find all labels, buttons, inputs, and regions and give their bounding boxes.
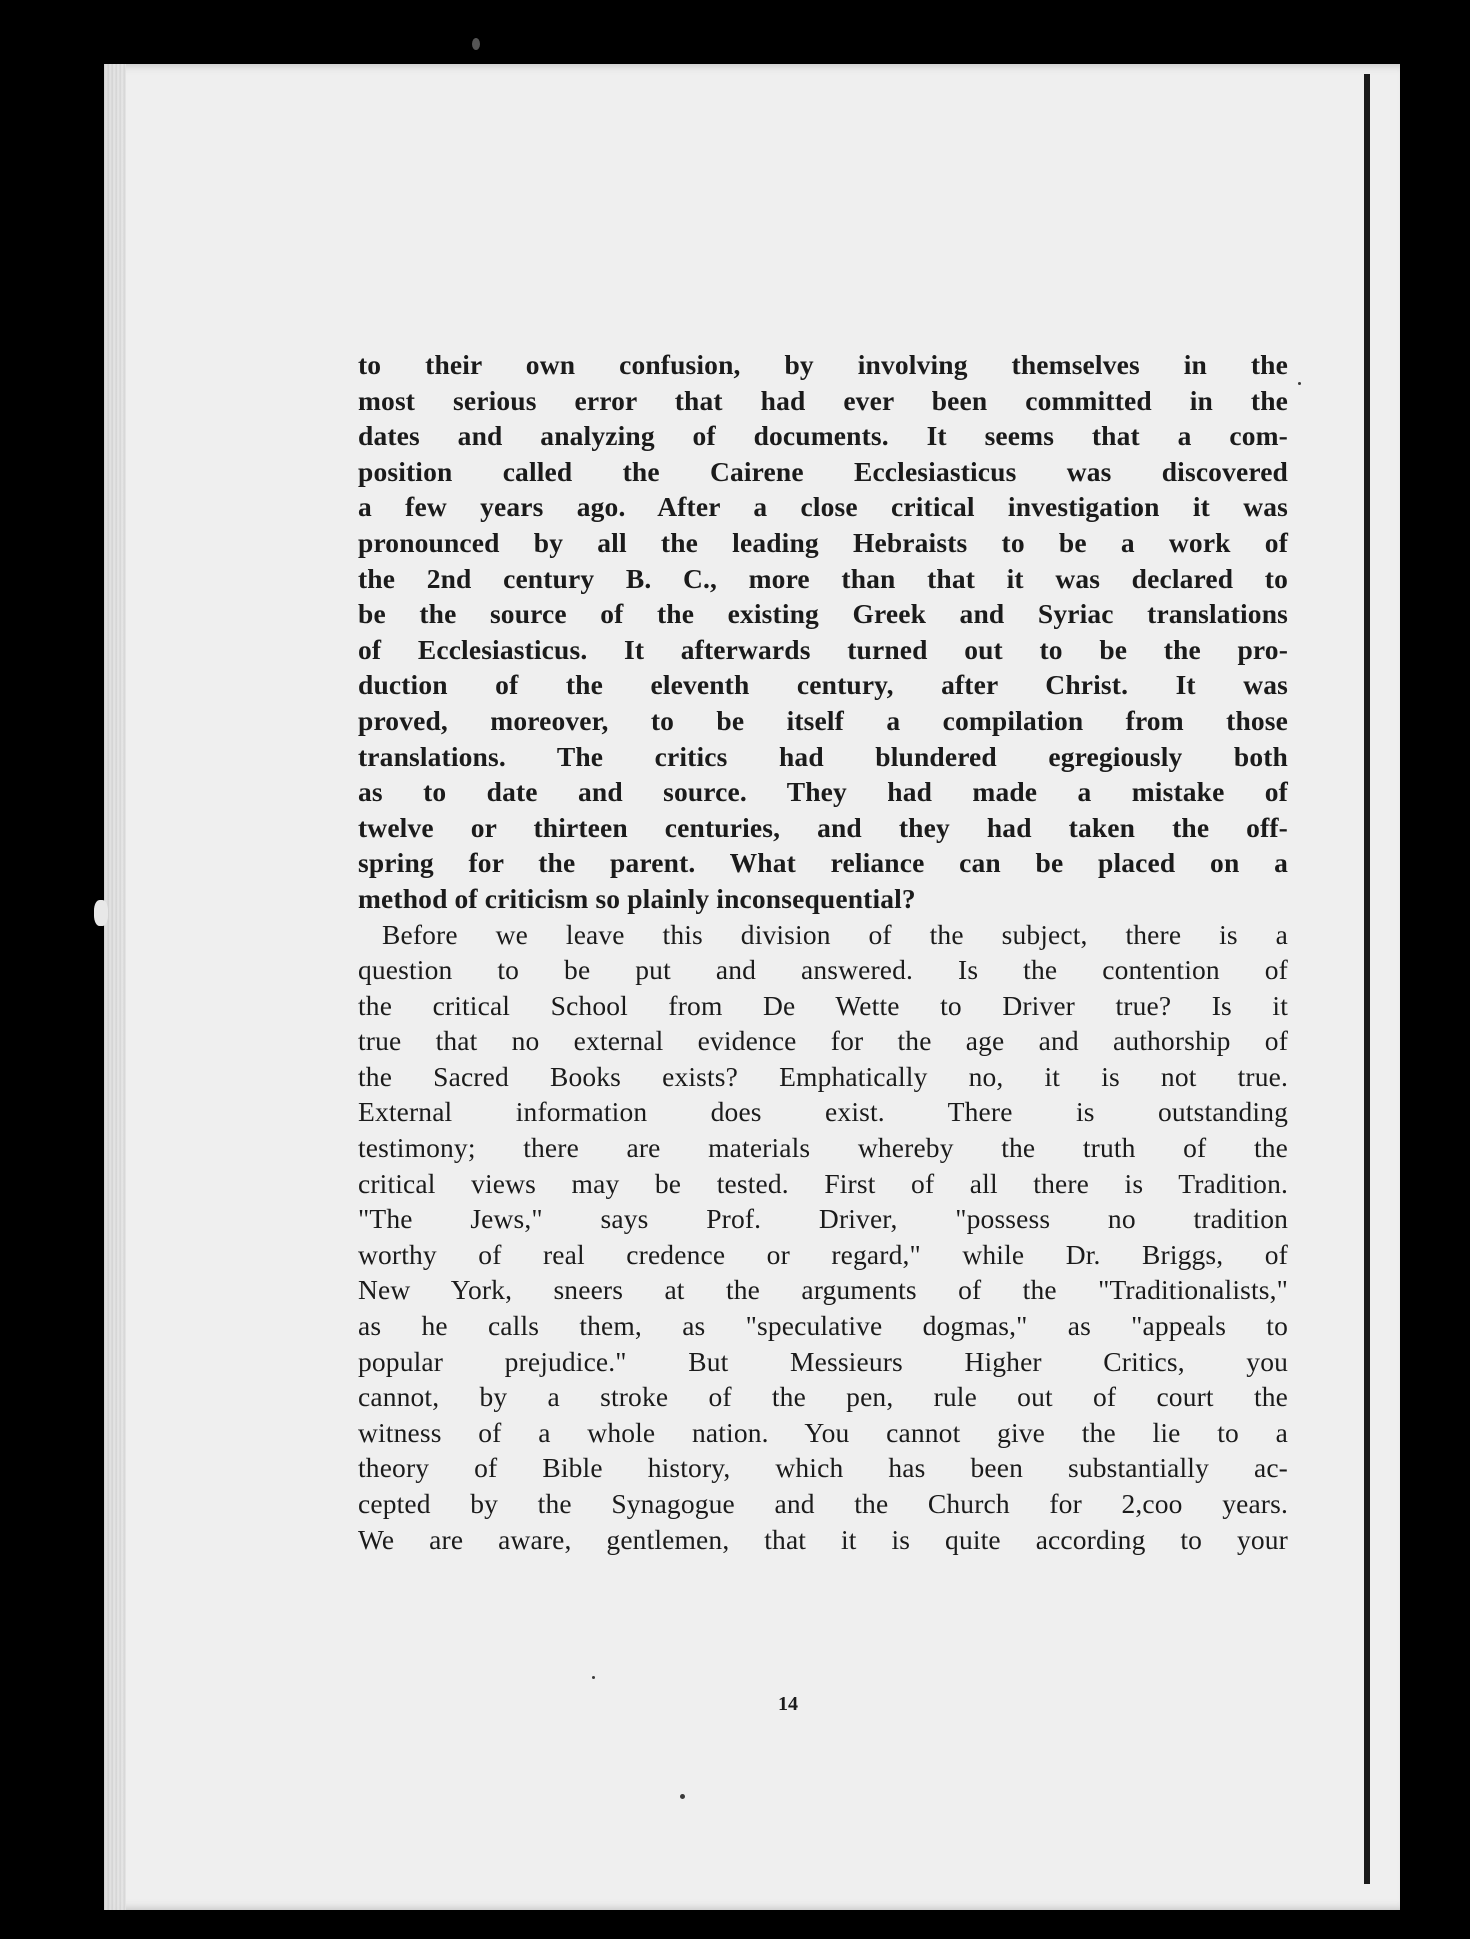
scan-speck (1298, 382, 1301, 385)
text-line: duction of the eleventh century, after Christ. It was (358, 669, 1288, 701)
body-text (358, 347, 1288, 1557)
text-line: critical views may be tested. First of all there is Tradition. (358, 1167, 1288, 1199)
scan-speck (680, 1794, 685, 1799)
text-line: proved, moreover, to be itself a compilation from those (358, 704, 1288, 736)
text-line: cepted by the Synagogue and the Church for 2,coo years. (358, 1488, 1288, 1519)
text-line: Before we leave this division of the subject, there is a (382, 918, 1288, 950)
text-line: true that no external evidence for the age and authorship of (358, 1025, 1288, 1057)
text-line: pronounced by all the leading Hebraists to be a work of (358, 526, 1288, 558)
facing-page-edge (1364, 74, 1370, 1884)
text-line: position called the Cairene Ecclesiasticus was discovered (358, 455, 1288, 487)
text-line: "The Jews," says Prof. Driver, "possess no tradition (358, 1203, 1288, 1235)
text-line: dates and analyzing of documents. It seems that a com- (358, 420, 1288, 452)
text-line: testimony; there are materials whereby the truth of the (358, 1132, 1288, 1164)
book-page (104, 64, 1400, 1910)
page-number: 14 (778, 1693, 798, 1715)
text-line: External information does exist. There is outstanding (358, 1096, 1288, 1128)
text-line: witness of a whole nation. You cannot give the lie to a (358, 1416, 1288, 1448)
text-line: a few years ago. After a close critical investigation it was (358, 491, 1288, 523)
text-line: of Ecclesiasticus. It afterwards turned out to be the pro- (358, 633, 1288, 665)
text-line: be the source of the existing Greek and Syriac translations (358, 598, 1288, 630)
text-line: worthy of real credence or regard," while Dr. Briggs, of (358, 1238, 1288, 1270)
text-line: twelve or thirteen centuries, and they had taken the off- (358, 811, 1288, 843)
page-binding-edge (104, 64, 126, 1910)
scan-speck (94, 900, 108, 926)
text-line: cannot, by a stroke of the pen, rule out of court the (358, 1381, 1288, 1413)
text-line: to their own confusion, by involving themselves in the (358, 349, 1288, 380)
text-line: question to be put and answered. Is the contention of (358, 954, 1288, 986)
text-line: We are aware, gentlemen, that it is quite according to your (358, 1523, 1288, 1555)
scan-speck (592, 1676, 595, 1679)
text-line: as to date and source. They had made a mistake of (358, 776, 1288, 808)
text-line: method of criticism so plainly inconsequential? (358, 882, 916, 914)
text-line: the critical School from De Wette to Driver true? Is it (358, 989, 1288, 1021)
text-line: popular prejudice." But Messieurs Higher Critics, you (358, 1345, 1288, 1377)
scan-speck (472, 38, 480, 50)
text-line: the Sacred Books exists? Emphatically no, it is not true. (358, 1060, 1288, 1092)
text-line: the 2nd century B. C., more than that it was declared to (358, 562, 1288, 594)
text-line: translations. The critics had blundered egregiously both (358, 740, 1288, 772)
text-line: theory of Bible history, which has been substantially ac- (358, 1452, 1288, 1484)
text-line: New York, sneers at the arguments of the "Traditionalists," (358, 1274, 1288, 1306)
text-line: most serious error that had ever been committed in the (358, 384, 1288, 416)
text-line: spring for the parent. What reliance can be placed on a (358, 847, 1288, 879)
text-line: as he calls them, as "speculative dogmas," as "appeals to (358, 1310, 1288, 1342)
